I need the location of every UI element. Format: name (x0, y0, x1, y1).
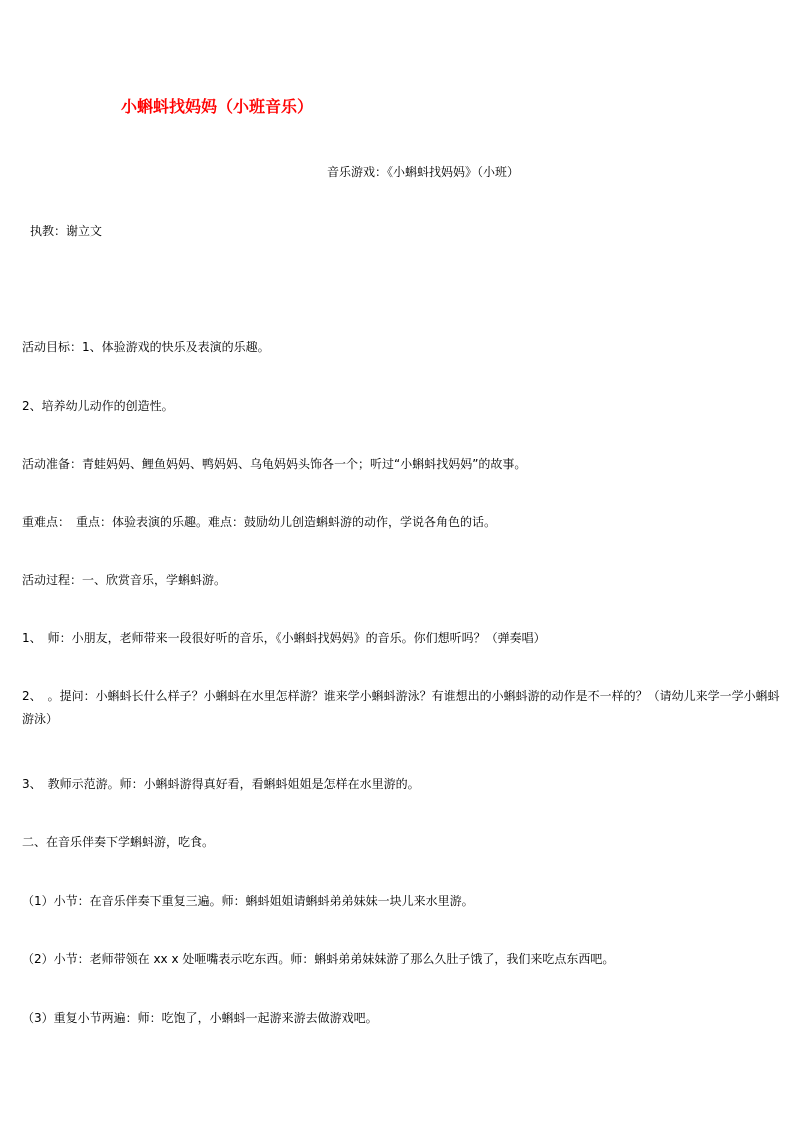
document-title: 小蝌蚪找妈妈（小班音乐） (121, 97, 314, 116)
paragraph-key-points: 重难点： 重点：体验表演的乐趣。难点：鼓励幼儿创造蝌蚪游的动作，学说各角色的话。 (22, 515, 497, 529)
paragraph-bar-1: （1）小节：在音乐伴奏下重复三遍。师：蝌蚪姐姐请蝌蚪弟弟妹妹一块儿来水里游。 (22, 894, 474, 908)
paragraph-step-2: 2、 。提问：小蝌蚪长什么样子？小蝌蚪在水里怎样游？谁来学小蝌蚪游泳？有谁想出的小蝌蚪游的动作是不一样的？（请幼儿来学一学小蝌蚪游泳） (22, 689, 780, 726)
paragraph-preparation: 活动准备：青蛙妈妈、鲤鱼妈妈、鸭妈妈、乌龟妈妈头饰各一个；听过“小蝌蚪找妈妈”的故事。 (22, 457, 527, 471)
paragraph-goal-2: 2、培养幼儿动作的创造性。 (22, 399, 174, 413)
subtitle: 音乐游戏：《小蝌蚪找妈妈》（小班） (327, 165, 520, 179)
paragraph-bar-2: （2）小节：老师带领在 xx x 处咂嘴表示吃东西。师：蝌蚪弟弟妹妹游了那么久肚子饿了，我们来吃点东西吧。 (22, 952, 615, 966)
paragraph-bar-3: （3）重复小节两遍：师：吃饱了，小蝌蚪一起游来游去做游戏吧。 (22, 1011, 378, 1025)
teacher-line: 执教：谢立文 (30, 224, 103, 238)
paragraph-section-2: 二、在音乐伴奏下学蝌蚪游，吃食。 (22, 835, 215, 849)
paragraph-goal-1: 活动目标：1、体验游戏的快乐及表演的乐趣。 (22, 340, 270, 354)
paragraph-process-heading: 活动过程：一、欣赏音乐，学蝌蚪游。 (22, 573, 227, 587)
paragraph-step-1: 1、 师：小朋友，老师带来一段很好听的音乐，《小蝌蚪找妈妈》的音乐。你们想听吗？（弹奏唱） (22, 631, 546, 645)
paragraph-step-3: 3、 教师示范游。师：小蝌蚪游得真好看，看蝌蚪姐姐是怎样在水里游的。 (22, 777, 420, 791)
